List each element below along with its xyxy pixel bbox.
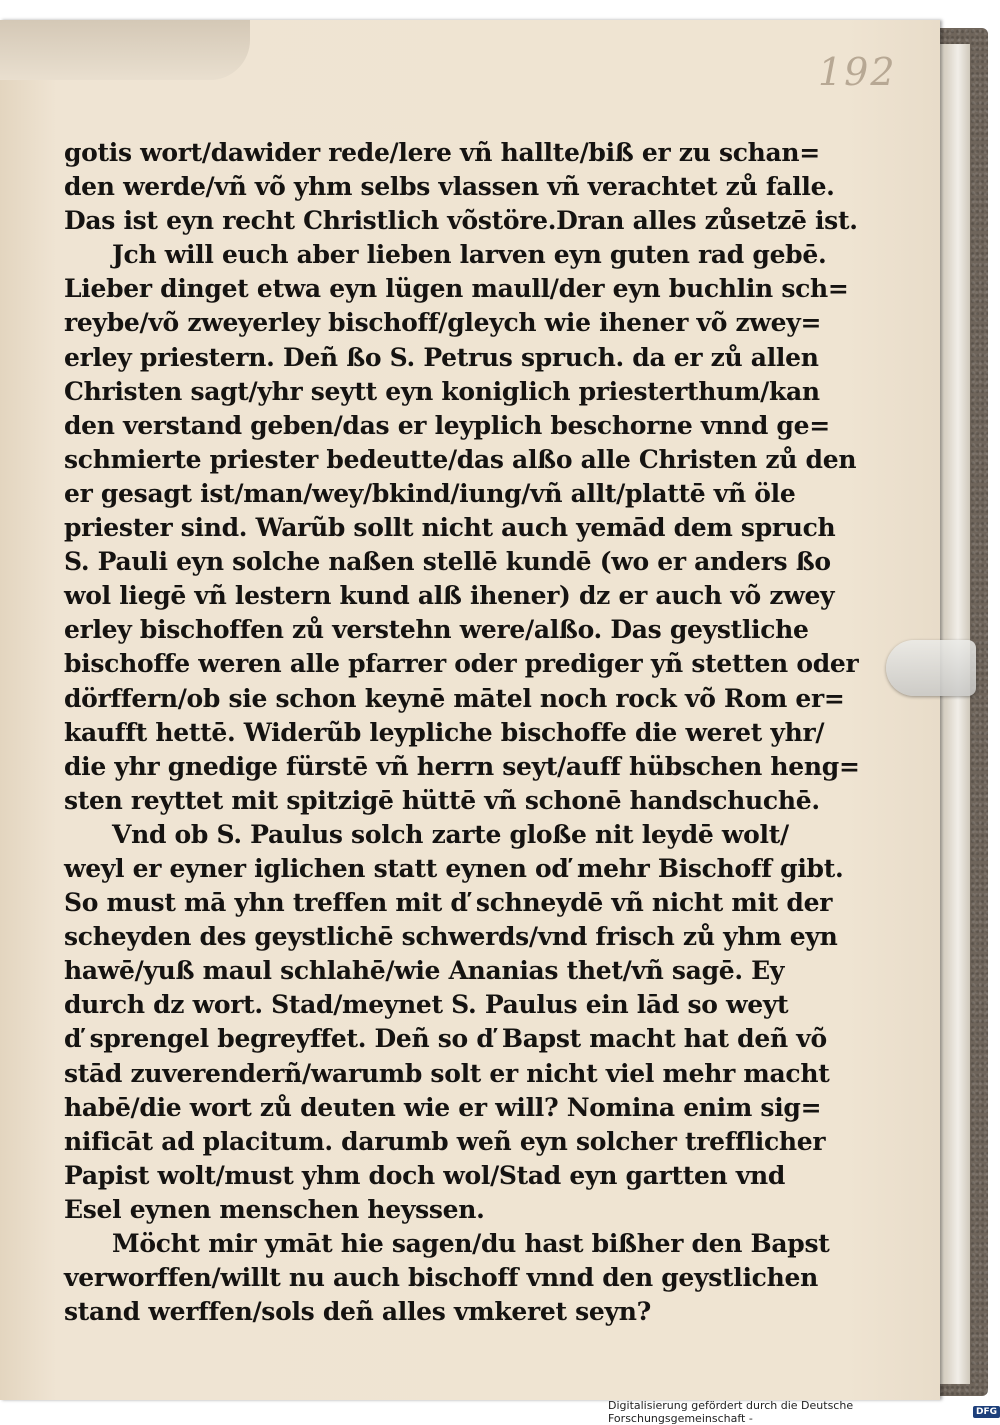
text-line: schmierte priester bedeutte/das alßo alle Christen zů den <box>64 444 857 474</box>
text-line: Vnd ob S. Paulus solch zarte gloße nit leydē wolt/ <box>112 819 789 849</box>
footer <box>608 1401 1000 1423</box>
text-line: Lieber dinget etwa eyn lügen maull/der eyn buchlin sch= <box>64 274 849 304</box>
text-line: erley bischoffen zů verstehn were/alßo. Das geystliche <box>64 615 809 645</box>
footer-credit: Digitalisierung gefördert durch die Deutsche Forschungsgemeinschaft - <box>608 1399 854 1425</box>
body-text <box>64 136 860 1329</box>
text-line: scheyden des geystlichē schwerds/vnd frisch zů yhm eyn <box>64 922 838 952</box>
text-line: Jch will euch aber lieben larven eyn guten rad gebē. <box>112 240 827 270</box>
text-line: priester sind. Warũb sollt nicht auch yemād dem spruch <box>64 513 836 543</box>
text-line: kaufft hettē. Widerũb leypliche bischoffe die weret yhr/ <box>64 717 825 747</box>
text-line: reybe/võ zweyerley bischoff/gleych wie ihener võ zwey= <box>64 308 822 338</box>
dfg-logo: DFG <box>973 1406 1000 1418</box>
page-fold <box>0 20 250 80</box>
page-clip <box>886 640 976 696</box>
text-line: stād zuverenderñ/warumb solt er nicht viel mehr macht <box>64 1058 830 1088</box>
text-line: Das ist eyn recht Christlich võstöre.Dran alles zůsetzē ist. <box>64 206 858 236</box>
text-line: S. Pauli eyn solche naßen stellē kundē (wo er anders ßo <box>64 547 831 577</box>
text-line: erley priestern. Deñ ßo S. Petrus spruch. da er zů allen <box>64 342 819 372</box>
text-line: er gesagt ist/man/wey/bkind/iung/vñ allt/plattē vñ öle <box>64 478 796 508</box>
book-page <box>0 20 940 1400</box>
text-line: wol liegē vñ lestern kund alß ihener) dz er auch võ zwey <box>64 581 835 611</box>
text-line: Esel eynen menschen heyssen. <box>64 1194 485 1224</box>
text-line: habē/die wort zů deuten wie er will? Nomina enim sig= <box>64 1092 822 1122</box>
text-line: hawē/yuß maul schlahē/wie Ananias thet/vñ sagē. Ey <box>64 956 785 986</box>
text-line: stand werffen/sols deñ alles vmkeret seyn? <box>64 1297 651 1327</box>
text-line: bischoffe weren alle pfarrer oder prediger yñ stetten oder <box>64 649 859 679</box>
folio-number: 192 <box>818 50 897 94</box>
text-line: verworffen/willt nu auch bischoff vnnd den geystlichen <box>64 1263 818 1293</box>
text-line: Christen sagt/yhr seytt eyn koniglich priesterthum/kan <box>64 376 820 406</box>
text-line: den werde/vñ võ yhm selbs vlassen vñ verachtet zů falle. <box>64 172 835 202</box>
text-line: ď sprengel begreyffet. Deñ so ď Bapst macht hat deñ võ <box>64 1024 827 1054</box>
text-line: dörffern/ob sie schon keynē mātel noch rock võ Rom er= <box>64 683 845 713</box>
text-line: Möcht mir ymāt hie sagen/du hast bißher den Bapst <box>112 1229 830 1258</box>
text-line: So must mā yhn treffen mit ď schneydē vñ nicht mit der <box>64 888 833 918</box>
text-line: Papist wolt/must yhm doch wol/Stad eyn gartten vnd <box>64 1160 786 1190</box>
text-line: nificāt ad placitum. darumb weñ eyn solcher trefflicher <box>64 1126 826 1156</box>
text-line: weyl er eyner iglichen statt eynen oď mehr Bischoff gibt. <box>64 853 844 883</box>
text-line: sten reyttet mit spitzigē hüttē vñ schonē handschuchē. <box>64 785 820 815</box>
text-line: die yhr gnedige fürstē vñ herrn seyt/auff hübschen heng= <box>64 751 860 781</box>
text-line: den verstand geben/das er leyplich beschorne vnnd ge= <box>64 410 830 440</box>
text-line: gotis wort/dawider rede/lere vñ hallte/biß er zu schan= <box>64 138 820 167</box>
text-line: durch dz wort. Stad/meynet S. Paulus ein lād so weyt <box>64 990 789 1020</box>
